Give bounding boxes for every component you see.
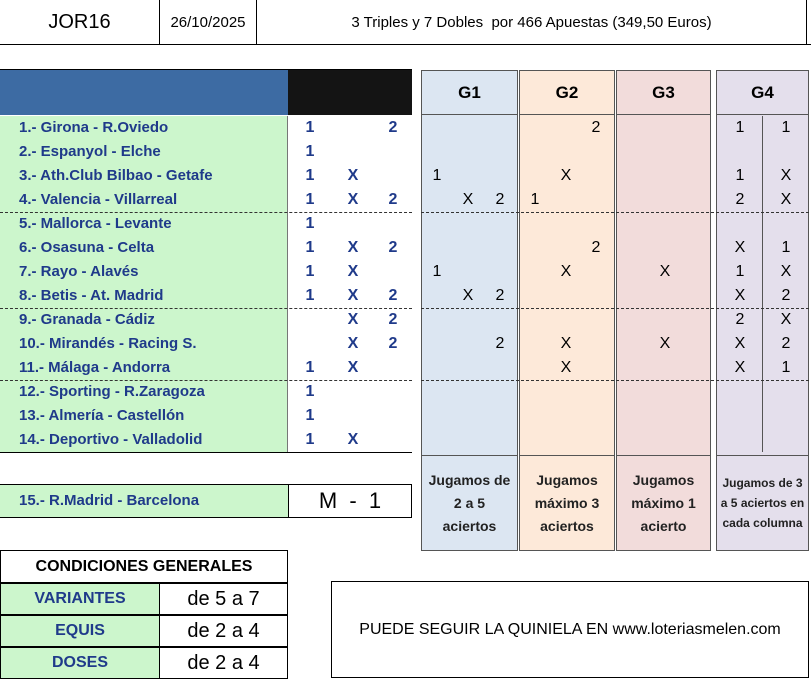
- g4-cell: 1: [781, 239, 791, 256]
- pick-p1: 1: [305, 215, 315, 232]
- pick-p2: 2: [388, 239, 398, 256]
- match-label: 6.- Osasuna - Celta: [19, 239, 155, 256]
- match-label: 5.- Mallorca - Levante: [19, 215, 172, 232]
- g2-footer: [519, 455, 615, 551]
- jornada-label: JOR16: [0, 0, 160, 44]
- match-label: 13.- Almería - Castellón: [19, 407, 185, 424]
- pleno-row: [0, 484, 288, 518]
- block-separator: [421, 212, 809, 213]
- pick-p1: 1: [305, 191, 315, 208]
- block-separator: [0, 380, 412, 381]
- g4-cell: 1: [735, 167, 745, 184]
- match-label: 12.- Sporting - R.Zaragoza: [19, 383, 205, 400]
- block-separator: [421, 308, 809, 309]
- bet-summary: 3 Triples y 7 Dobles por 466 Apuestas (349,50 Euros): [257, 0, 807, 44]
- g2-title: G2: [519, 70, 615, 115]
- g2-cell: X: [560, 263, 572, 280]
- g3-footer-line: acierto: [640, 517, 687, 534]
- match-label: 1.- Girona - R.Oviedo: [19, 119, 169, 136]
- g4-footer-line: cada columna: [722, 516, 803, 530]
- pick-p1: 1: [305, 263, 315, 280]
- g4-cell: 1: [735, 263, 745, 280]
- g1-footer-line: Jugamos de: [428, 471, 511, 488]
- g4-cell: 1: [735, 119, 745, 136]
- g2-cell: 1: [530, 191, 540, 208]
- g3-cell: X: [659, 335, 671, 352]
- g1-cell: X: [462, 191, 474, 208]
- g2-footer-line: Jugamos: [536, 471, 598, 488]
- g4-cell: X: [780, 311, 792, 328]
- pick-p1: 1: [305, 407, 315, 424]
- match-label: 2.- Espanyol - Elche: [19, 143, 161, 160]
- g4-cell: 1: [781, 359, 791, 376]
- g2-footer-line: aciertos: [540, 517, 594, 534]
- g4-cell: X: [734, 287, 746, 304]
- date-label: 26/10/2025: [160, 0, 257, 44]
- g1-cell: 1: [432, 263, 442, 280]
- g4-cell: X: [734, 239, 746, 256]
- g4-title: G4: [716, 70, 809, 115]
- g2-cell: 2: [591, 239, 601, 256]
- pick-px: X: [347, 335, 359, 352]
- pick-px: X: [347, 287, 359, 304]
- g3-cell: X: [659, 263, 671, 280]
- g1-title: G1: [421, 70, 518, 115]
- g1-cell: 2: [495, 191, 505, 208]
- g2-cell: X: [560, 167, 572, 184]
- g4-cell: 2: [735, 311, 745, 328]
- conditions-title: CONDICIONES GENERALES: [0, 550, 288, 583]
- g4-cell: X: [780, 167, 792, 184]
- pick-p1: 1: [305, 119, 315, 136]
- g2-footer-line: máximo 3: [534, 494, 600, 511]
- g4-cell: 2: [781, 335, 791, 352]
- g1-cell: 2: [495, 287, 505, 304]
- pick-px: X: [347, 431, 359, 448]
- picks-header: [288, 70, 412, 115]
- g4-cell: 2: [735, 191, 745, 208]
- condition-value: de 5 a 7: [159, 583, 288, 615]
- matches-header: [0, 70, 288, 115]
- block-separator: [421, 380, 809, 381]
- g4-split: [762, 116, 763, 452]
- promo-banner: PUEDE SEGUIR LA QUINIELA EN www.loteriasmelen.com: [331, 581, 809, 678]
- pick-px: X: [347, 311, 359, 328]
- pick-p1: 1: [305, 383, 315, 400]
- condition-name: VARIANTES: [0, 583, 160, 615]
- g3-footer-line: máximo 1: [631, 494, 696, 511]
- g3-title: G3: [616, 70, 711, 115]
- condition-name: EQUIS: [0, 615, 160, 647]
- g4-cell: X: [734, 335, 746, 352]
- condition-name: DOSES: [0, 647, 160, 679]
- block-separator: [0, 212, 412, 213]
- g1-cell: X: [462, 287, 474, 304]
- pleno-match-label: 15.- R.Madrid - Barcelona: [19, 492, 200, 509]
- condition-value: de 2 a 4: [159, 615, 288, 647]
- g4-cell: X: [734, 359, 746, 376]
- g4-cell: 2: [781, 287, 791, 304]
- pick-px: X: [347, 191, 359, 208]
- g1-footer: [421, 455, 518, 551]
- pick-p2: 2: [388, 287, 398, 304]
- match-label: 10.- Mirandés - Racing S.: [19, 335, 197, 352]
- table-top-border: [0, 69, 412, 70]
- pick-p2: 2: [388, 191, 398, 208]
- g4-footer-line: a 5 aciertos en: [720, 496, 805, 510]
- g1-footer-line: 2 a 5: [453, 494, 486, 511]
- match-label: 11.- Málaga - Andorra: [19, 359, 171, 376]
- g4-footer: [716, 455, 809, 551]
- pick-px: X: [347, 263, 359, 280]
- pick-p2: 2: [388, 119, 398, 136]
- g4-footer-line: Jugamos de 3: [722, 476, 803, 490]
- pick-px: X: [347, 359, 359, 376]
- g3-footer: [616, 455, 711, 551]
- pick-p1: 1: [305, 143, 315, 160]
- match-label: 14.- Deportivo - Valladolid: [19, 431, 203, 448]
- g4-cell: 1: [781, 119, 791, 136]
- g1-cell: 2: [495, 335, 505, 352]
- block-separator: [0, 308, 412, 309]
- pick-p2: 2: [388, 311, 398, 328]
- pick-p1: 1: [305, 287, 315, 304]
- pick-p1: 1: [305, 167, 315, 184]
- condition-value: de 2 a 4: [159, 647, 288, 679]
- match-label: 4.- Valencia - Villarreal: [19, 191, 178, 208]
- pleno-result: M - 1: [288, 484, 412, 518]
- g3-footer-line: Jugamos: [632, 471, 695, 488]
- pick-p1: 1: [305, 239, 315, 256]
- match-label: 8.- Betis - At. Madrid: [19, 287, 164, 304]
- g4-cell: X: [780, 191, 792, 208]
- g4-cell: X: [780, 263, 792, 280]
- match-label: 3.- Ath.Club Bilbao - Getafe: [19, 167, 213, 184]
- table-bottom-border: [0, 452, 412, 453]
- pick-p2: 2: [388, 335, 398, 352]
- pick-px: X: [347, 167, 359, 184]
- match-label: 9.- Granada - Cádiz: [19, 311, 155, 328]
- g2-cell: X: [560, 359, 572, 376]
- match-label: 7.- Rayo - Alavés: [19, 263, 139, 280]
- pick-p1: 1: [305, 359, 315, 376]
- g1-cell: 1: [432, 167, 442, 184]
- header-divider: [0, 44, 811, 45]
- g1-footer-line: aciertos: [442, 517, 497, 534]
- pick-px: X: [347, 239, 359, 256]
- pick-p1: 1: [305, 431, 315, 448]
- g2-cell: X: [560, 335, 572, 352]
- g2-cell: 2: [591, 119, 601, 136]
